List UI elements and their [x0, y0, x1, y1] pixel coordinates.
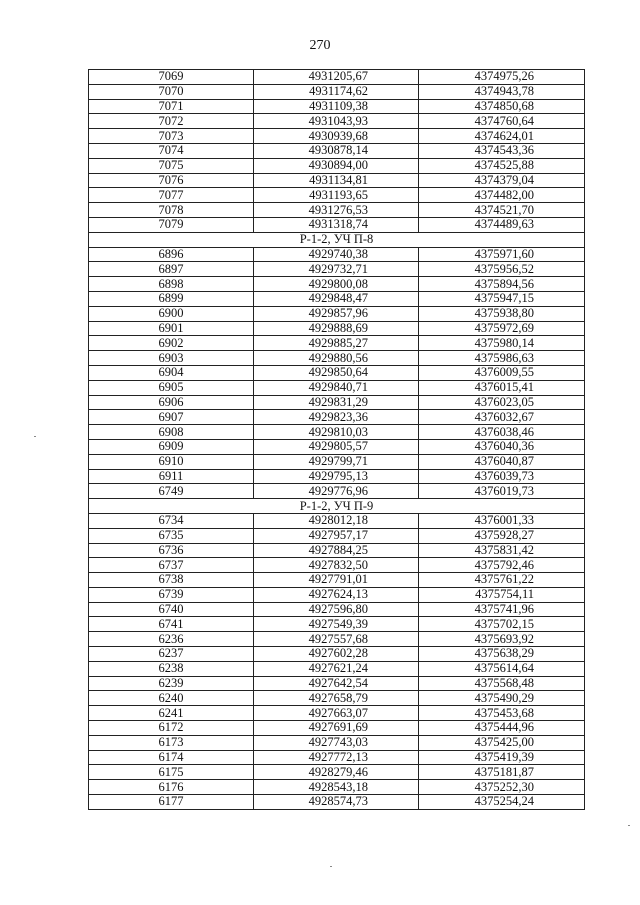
coordinates-table-body	[89, 70, 585, 810]
point-id-cell: 7078	[89, 203, 254, 218]
point-id-cell: 6173	[89, 735, 254, 750]
table-row	[89, 750, 585, 765]
table-row	[89, 277, 585, 292]
table-row	[89, 262, 585, 277]
table-row	[89, 573, 585, 588]
section-header-row	[89, 499, 585, 514]
y-coordinate-cell: 4375928,27	[419, 528, 585, 543]
x-coordinate-cell: 4929831,29	[254, 395, 419, 410]
x-coordinate-cell: 4929732,71	[254, 262, 419, 277]
x-coordinate-cell: 4927791,01	[254, 573, 419, 588]
table-row	[89, 188, 585, 203]
y-coordinate-cell: 4375938,80	[419, 306, 585, 321]
x-coordinate-cell: 4929850,64	[254, 365, 419, 380]
coordinates-table	[88, 69, 585, 810]
point-id-cell: 6174	[89, 750, 254, 765]
point-id-cell: 7071	[89, 99, 254, 114]
table-row	[89, 425, 585, 440]
point-id-cell: 6896	[89, 247, 254, 262]
table-row	[89, 99, 585, 114]
y-coordinate-cell: 4375453,68	[419, 706, 585, 721]
point-id-cell: 7077	[89, 188, 254, 203]
table-row	[89, 795, 585, 810]
x-coordinate-cell: 4929740,38	[254, 247, 419, 262]
y-coordinate-cell: 4375702,15	[419, 617, 585, 632]
x-coordinate-cell: 4931205,67	[254, 70, 419, 85]
y-coordinate-cell: 4376040,87	[419, 454, 585, 469]
y-coordinate-cell: 4375254,24	[419, 795, 585, 810]
table-row	[89, 336, 585, 351]
page-number: 270	[309, 38, 331, 53]
table-row	[89, 661, 585, 676]
y-coordinate-cell: 4375638,29	[419, 647, 585, 662]
point-id-cell: 6900	[89, 306, 254, 321]
table-row	[89, 691, 585, 706]
table-row	[89, 735, 585, 750]
point-id-cell: 6736	[89, 543, 254, 558]
y-coordinate-cell: 4376040,36	[419, 439, 585, 454]
table-row	[89, 306, 585, 321]
x-coordinate-cell: 4931276,53	[254, 203, 419, 218]
point-id-cell: 6240	[89, 691, 254, 706]
x-coordinate-cell: 4928279,46	[254, 765, 419, 780]
y-coordinate-cell: 4375761,22	[419, 573, 585, 588]
y-coordinate-cell: 4375614,64	[419, 661, 585, 676]
x-coordinate-cell: 4927743,03	[254, 735, 419, 750]
x-coordinate-cell: 4927957,17	[254, 528, 419, 543]
y-coordinate-cell: 4376032,67	[419, 410, 585, 425]
x-coordinate-cell: 4927691,69	[254, 721, 419, 736]
y-coordinate-cell: 4374482,00	[419, 188, 585, 203]
table-row	[89, 484, 585, 499]
table-row	[89, 380, 585, 395]
table-row	[89, 321, 585, 336]
y-coordinate-cell: 4374975,26	[419, 70, 585, 85]
x-coordinate-cell: 4929805,57	[254, 439, 419, 454]
x-coordinate-cell: 4927642,54	[254, 676, 419, 691]
table-row	[89, 291, 585, 306]
table-row	[89, 602, 585, 617]
point-id-cell: 6738	[89, 573, 254, 588]
y-coordinate-cell: 4375831,42	[419, 543, 585, 558]
point-id-cell: 6241	[89, 706, 254, 721]
y-coordinate-cell: 4375980,14	[419, 336, 585, 351]
y-coordinate-cell: 4375792,46	[419, 558, 585, 573]
y-coordinate-cell: 4374943,78	[419, 84, 585, 99]
x-coordinate-cell: 4927832,50	[254, 558, 419, 573]
point-id-cell: 6907	[89, 410, 254, 425]
point-id-cell: 6906	[89, 395, 254, 410]
y-coordinate-cell: 4375971,60	[419, 247, 585, 262]
point-id-cell: 6172	[89, 721, 254, 736]
point-id-cell: 6903	[89, 351, 254, 366]
point-id-cell: 6177	[89, 795, 254, 810]
x-coordinate-cell: 4928574,73	[254, 795, 419, 810]
y-coordinate-cell: 4376038,46	[419, 425, 585, 440]
table-row	[89, 647, 585, 662]
point-id-cell: 7070	[89, 84, 254, 99]
table-row	[89, 780, 585, 795]
point-id-cell: 6902	[89, 336, 254, 351]
x-coordinate-cell: 4929776,96	[254, 484, 419, 499]
x-coordinate-cell: 4931043,93	[254, 114, 419, 129]
x-coordinate-cell: 4927602,28	[254, 647, 419, 662]
point-id-cell: 6741	[89, 617, 254, 632]
x-coordinate-cell: 4930894,00	[254, 158, 419, 173]
table-row	[89, 173, 585, 188]
x-coordinate-cell: 4927624,13	[254, 587, 419, 602]
point-id-cell: 6909	[89, 439, 254, 454]
table-row	[89, 351, 585, 366]
point-id-cell: 6908	[89, 425, 254, 440]
y-coordinate-cell: 4375947,15	[419, 291, 585, 306]
x-coordinate-cell: 4931193,65	[254, 188, 419, 203]
point-id-cell: 6175	[89, 765, 254, 780]
table-row	[89, 410, 585, 425]
y-coordinate-cell: 4376039,73	[419, 469, 585, 484]
x-coordinate-cell: 4928012,18	[254, 513, 419, 528]
section-label: Р-1-2, УЧ П-8	[89, 232, 585, 247]
point-id-cell: 7079	[89, 217, 254, 232]
x-coordinate-cell: 4931134,81	[254, 173, 419, 188]
scan-speck	[34, 436, 36, 437]
y-coordinate-cell: 4375741,96	[419, 602, 585, 617]
y-coordinate-cell: 4376001,33	[419, 513, 585, 528]
x-coordinate-cell: 4929885,27	[254, 336, 419, 351]
point-id-cell: 6910	[89, 454, 254, 469]
point-id-cell: 6897	[89, 262, 254, 277]
point-id-cell: 7072	[89, 114, 254, 129]
point-id-cell: 6238	[89, 661, 254, 676]
point-id-cell: 7076	[89, 173, 254, 188]
y-coordinate-cell: 4374850,68	[419, 99, 585, 114]
table-row	[89, 70, 585, 85]
point-id-cell: 6904	[89, 365, 254, 380]
y-coordinate-cell: 4374521,70	[419, 203, 585, 218]
x-coordinate-cell: 4927549,39	[254, 617, 419, 632]
y-coordinate-cell: 4376009,55	[419, 365, 585, 380]
table-row	[89, 543, 585, 558]
point-id-cell: 6737	[89, 558, 254, 573]
y-coordinate-cell: 4375490,29	[419, 691, 585, 706]
table-row	[89, 587, 585, 602]
point-id-cell: 6901	[89, 321, 254, 336]
x-coordinate-cell: 4931174,62	[254, 84, 419, 99]
point-id-cell: 7074	[89, 143, 254, 158]
y-coordinate-cell: 4375568,48	[419, 676, 585, 691]
x-coordinate-cell: 4929840,71	[254, 380, 419, 395]
scan-speck	[330, 866, 332, 867]
y-coordinate-cell: 4375419,39	[419, 750, 585, 765]
y-coordinate-cell: 4374525,88	[419, 158, 585, 173]
y-coordinate-cell: 4375956,52	[419, 262, 585, 277]
table-row	[89, 676, 585, 691]
x-coordinate-cell: 4929800,08	[254, 277, 419, 292]
y-coordinate-cell: 4374543,36	[419, 143, 585, 158]
y-coordinate-cell: 4375252,30	[419, 780, 585, 795]
table-row	[89, 706, 585, 721]
x-coordinate-cell: 4929823,36	[254, 410, 419, 425]
y-coordinate-cell: 4375425,00	[419, 735, 585, 750]
y-coordinate-cell: 4375986,63	[419, 351, 585, 366]
y-coordinate-cell: 4376015,41	[419, 380, 585, 395]
point-id-cell: 6905	[89, 380, 254, 395]
point-id-cell: 6749	[89, 484, 254, 499]
x-coordinate-cell: 4927621,24	[254, 661, 419, 676]
x-coordinate-cell: 4927557,68	[254, 632, 419, 647]
point-id-cell: 6236	[89, 632, 254, 647]
point-id-cell: 6734	[89, 513, 254, 528]
x-coordinate-cell: 4927884,25	[254, 543, 419, 558]
x-coordinate-cell: 4929799,71	[254, 454, 419, 469]
point-id-cell: 6899	[89, 291, 254, 306]
point-id-cell: 6735	[89, 528, 254, 543]
point-id-cell: 7069	[89, 70, 254, 85]
point-id-cell: 6898	[89, 277, 254, 292]
x-coordinate-cell: 4929810,03	[254, 425, 419, 440]
y-coordinate-cell: 4374624,01	[419, 129, 585, 144]
y-coordinate-cell: 4375972,69	[419, 321, 585, 336]
y-coordinate-cell: 4375693,92	[419, 632, 585, 647]
table-row	[89, 129, 585, 144]
x-coordinate-cell: 4931318,74	[254, 217, 419, 232]
table-row	[89, 143, 585, 158]
point-id-cell: 6239	[89, 676, 254, 691]
y-coordinate-cell: 4374760,64	[419, 114, 585, 129]
x-coordinate-cell: 4928543,18	[254, 780, 419, 795]
y-coordinate-cell: 4375444,96	[419, 721, 585, 736]
table-row	[89, 395, 585, 410]
section-label: Р-1-2, УЧ П-9	[89, 499, 585, 514]
y-coordinate-cell: 4374489,63	[419, 217, 585, 232]
x-coordinate-cell: 4929848,47	[254, 291, 419, 306]
y-coordinate-cell: 4375181,87	[419, 765, 585, 780]
point-id-cell: 6740	[89, 602, 254, 617]
table-row	[89, 617, 585, 632]
x-coordinate-cell: 4927658,79	[254, 691, 419, 706]
table-row	[89, 721, 585, 736]
y-coordinate-cell: 4376019,73	[419, 484, 585, 499]
table-row	[89, 765, 585, 780]
table-row	[89, 513, 585, 528]
x-coordinate-cell: 4927596,80	[254, 602, 419, 617]
table-row	[89, 217, 585, 232]
table-row	[89, 439, 585, 454]
x-coordinate-cell: 4930939,68	[254, 129, 419, 144]
x-coordinate-cell: 4931109,38	[254, 99, 419, 114]
table-row	[89, 454, 585, 469]
point-id-cell: 7075	[89, 158, 254, 173]
x-coordinate-cell: 4930878,14	[254, 143, 419, 158]
table-row	[89, 632, 585, 647]
table-row	[89, 203, 585, 218]
table-row	[89, 247, 585, 262]
x-coordinate-cell: 4929888,69	[254, 321, 419, 336]
section-header-row	[89, 232, 585, 247]
y-coordinate-cell: 4376023,05	[419, 395, 585, 410]
y-coordinate-cell: 4375894,56	[419, 277, 585, 292]
table-row	[89, 558, 585, 573]
table-row	[89, 158, 585, 173]
table-row	[89, 528, 585, 543]
x-coordinate-cell: 4929795,13	[254, 469, 419, 484]
point-id-cell: 7073	[89, 129, 254, 144]
table-row	[89, 114, 585, 129]
x-coordinate-cell: 4927772,13	[254, 750, 419, 765]
point-id-cell: 6739	[89, 587, 254, 602]
scan-speck	[628, 825, 630, 826]
table-row	[89, 84, 585, 99]
point-id-cell: 6237	[89, 647, 254, 662]
point-id-cell: 6176	[89, 780, 254, 795]
point-id-cell: 6911	[89, 469, 254, 484]
x-coordinate-cell: 4929857,96	[254, 306, 419, 321]
table-row	[89, 365, 585, 380]
x-coordinate-cell: 4929880,56	[254, 351, 419, 366]
table-row	[89, 469, 585, 484]
y-coordinate-cell: 4374379,04	[419, 173, 585, 188]
x-coordinate-cell: 4927663,07	[254, 706, 419, 721]
y-coordinate-cell: 4375754,11	[419, 587, 585, 602]
